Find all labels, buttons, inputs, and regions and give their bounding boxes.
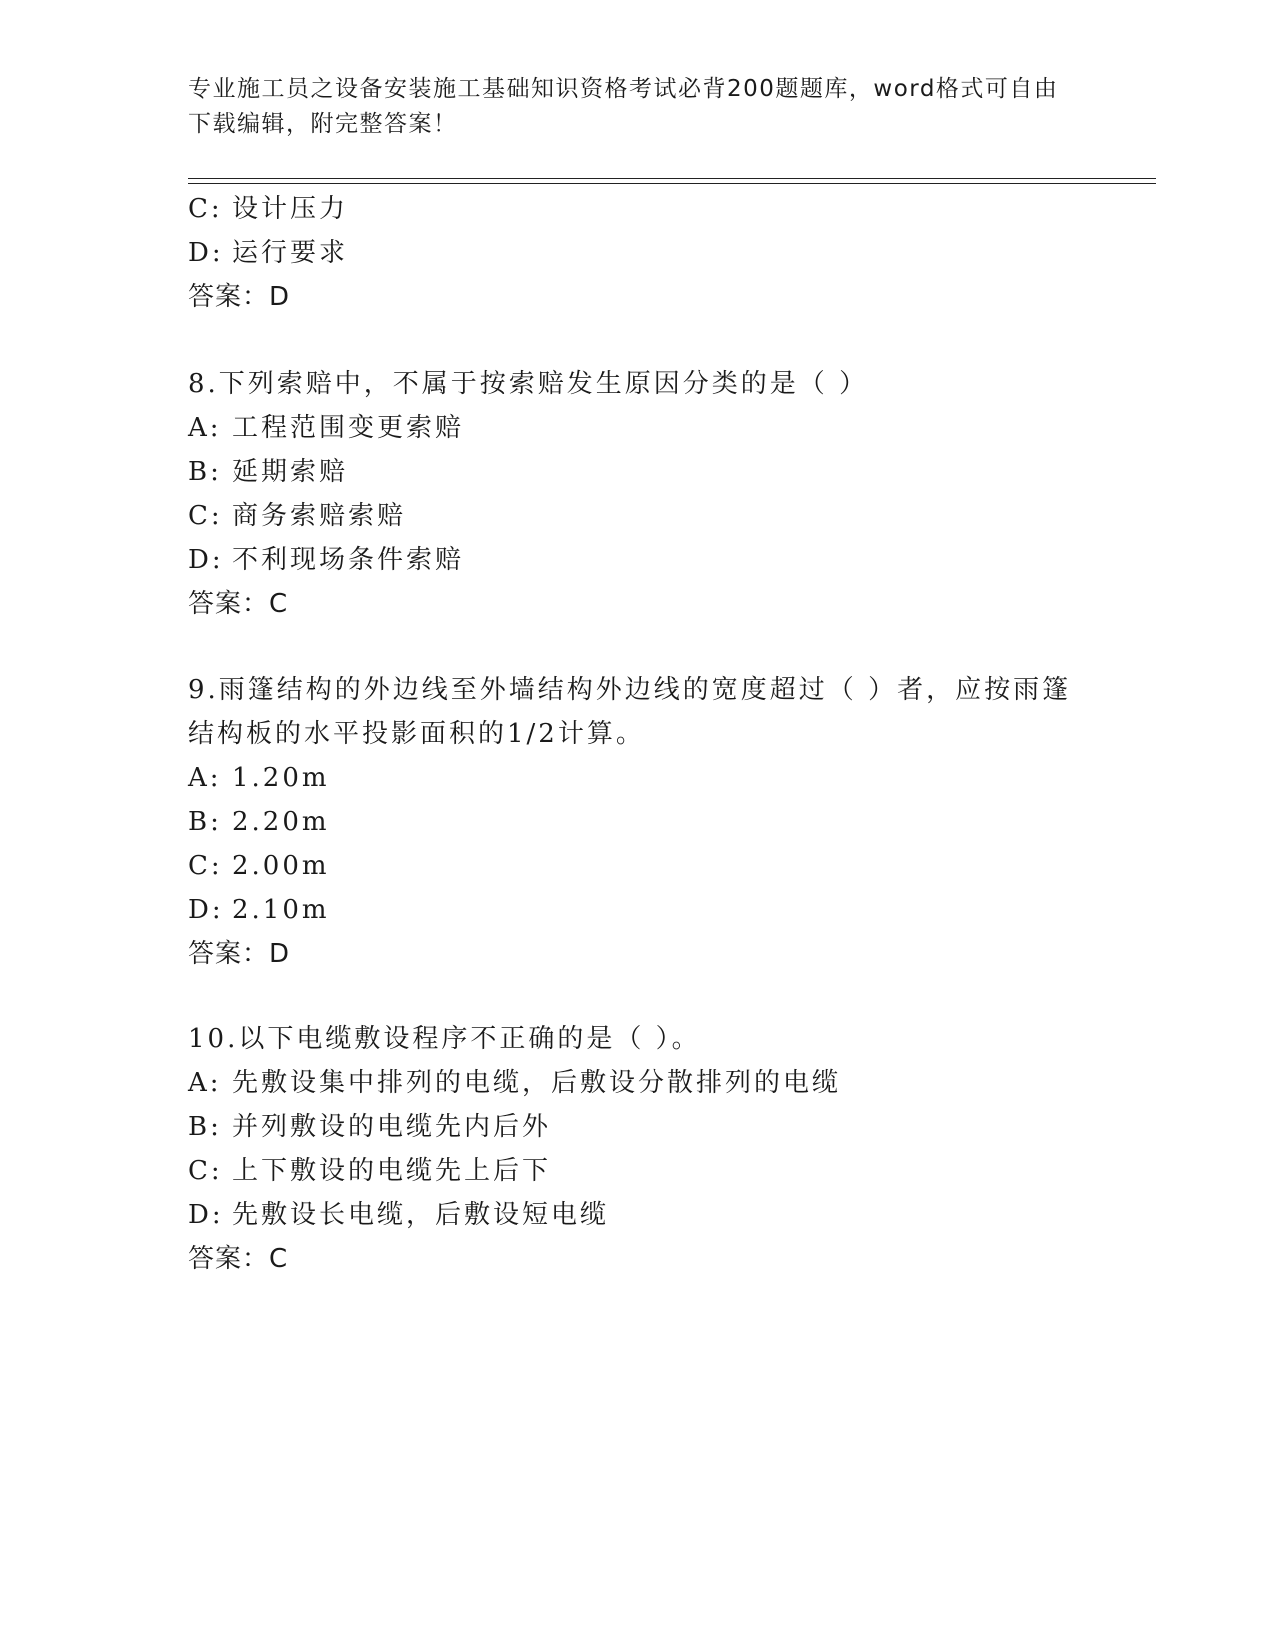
option-letter: C: [188, 1156, 223, 1186]
header-rule-top [188, 178, 1156, 179]
option-text: 2.00m [232, 851, 330, 881]
q9-stem-line1: 9.雨篷结构的外边线至外墙结构外边线的宽度超过（ ）者，应按雨篷 [188, 675, 1072, 705]
option-letter: B: [188, 1112, 222, 1142]
option-letter: D: [188, 895, 224, 925]
q10-stem: 10.以下电缆敷设程序不正确的是（ ）。 [188, 1024, 701, 1054]
option-text: 上下敷设的电缆先上后下 [232, 1156, 552, 1186]
q8-option-d [188, 543, 464, 577]
option-letter: B: [188, 457, 222, 487]
q7-answer: 答案：D [188, 282, 291, 312]
option-letter: D: [188, 1200, 224, 1230]
option-letter: B: [188, 807, 222, 837]
option-text: 延期索赔 [232, 457, 349, 487]
option-text: 并列敷设的电缆先内后外 [232, 1112, 552, 1142]
option-text: 先敷设集中排列的电缆，后敷设分散排列的电缆 [232, 1068, 842, 1098]
option-letter: C: [188, 501, 223, 531]
q8-option-a [188, 411, 464, 445]
q7-option-d [188, 236, 348, 270]
option-text: 设计压力 [232, 194, 349, 224]
q9-option-a [188, 761, 330, 795]
q9-option-c [188, 849, 330, 883]
option-letter: A: [188, 413, 222, 443]
option-letter: C: [188, 851, 223, 881]
q9-stem-line2: 结构板的水平投影面积的1/2计算。 [188, 719, 645, 749]
option-text: 工程范围变更索赔 [232, 413, 465, 443]
q10-option-a [188, 1066, 841, 1100]
q10-option-d [188, 1198, 609, 1232]
option-letter: D: [188, 545, 224, 575]
q10-option-b [188, 1110, 551, 1144]
option-letter: C: [188, 194, 223, 224]
option-text: 2.20m [232, 807, 330, 837]
option-letter: D: [188, 238, 224, 268]
q9-option-d [188, 893, 330, 927]
q8-stem: 8.下列索赔中，不属于按索赔发生原因分类的是（ ） [188, 369, 869, 399]
header-title-line2: 下载编辑，附完整答案！ [188, 111, 458, 137]
option-text: 先敷设长电缆，后敷设短电缆 [232, 1200, 610, 1230]
option-letter: A: [188, 1068, 222, 1098]
q7-option-c [188, 192, 348, 226]
option-text: 运行要求 [232, 238, 349, 268]
q8-option-b [188, 455, 348, 489]
q9-option-b [188, 805, 330, 839]
q10-option-c [188, 1154, 551, 1188]
option-text: 2.10m [232, 895, 330, 925]
option-letter: A: [188, 763, 222, 793]
q8-option-c [188, 499, 406, 533]
header-title-line1: 专业施工员之设备安装施工基础知识资格考试必背200题题库，word格式可自由 [188, 76, 1059, 102]
q9-answer: 答案：D [188, 939, 291, 969]
q10-answer: 答案：C [188, 1244, 289, 1274]
q8-answer: 答案：C [188, 589, 289, 619]
option-text: 不利现场条件索赔 [232, 545, 465, 575]
document-header [188, 72, 1088, 142]
header-rule-bottom [188, 183, 1156, 184]
option-text: 1.20m [232, 763, 330, 793]
option-text: 商务索赔索赔 [232, 501, 407, 531]
